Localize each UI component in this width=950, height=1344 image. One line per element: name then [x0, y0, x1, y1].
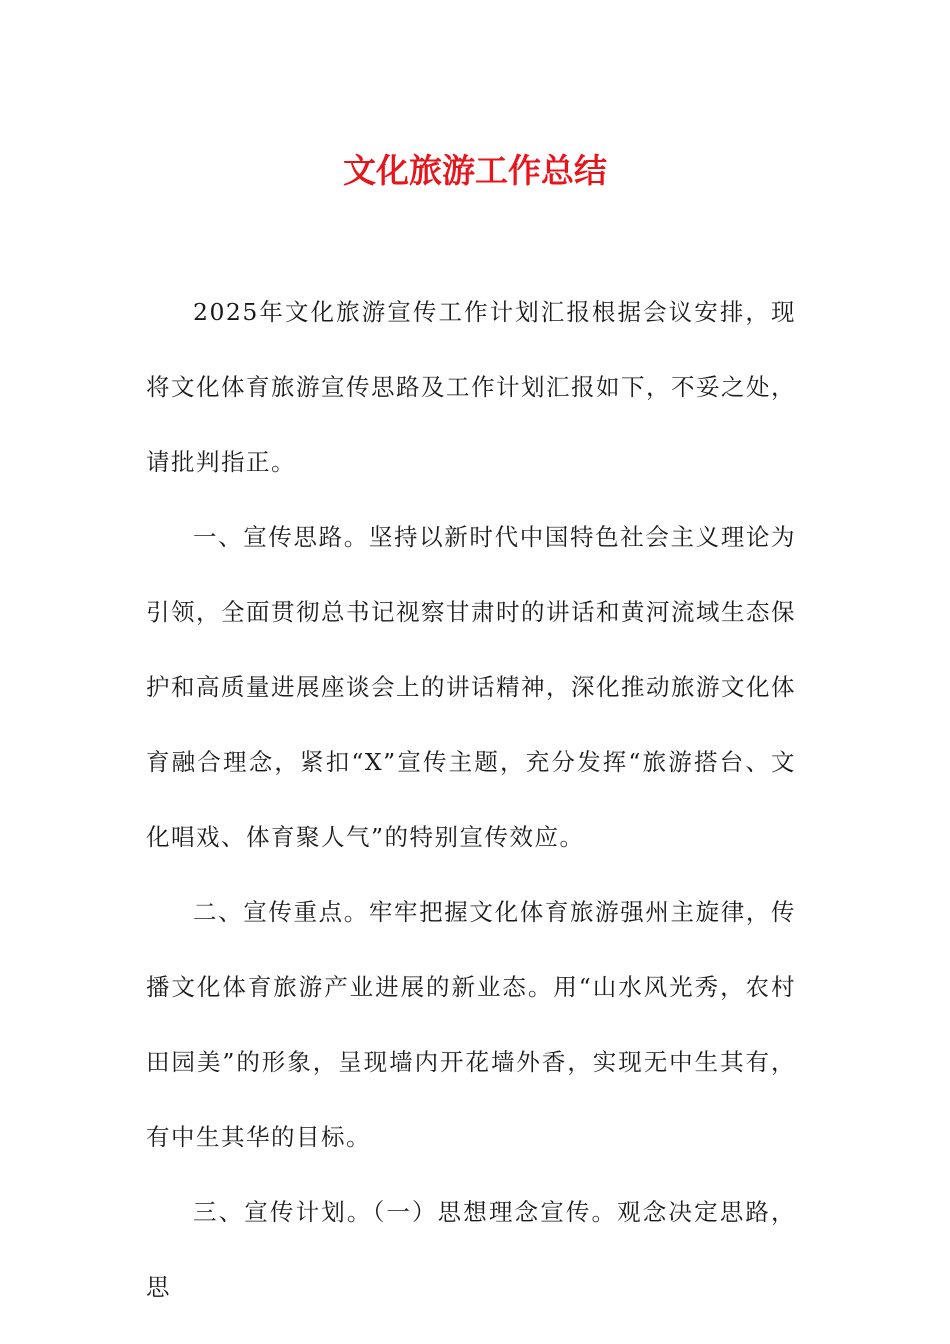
paragraph-publicity-plan: 三、宣传计划。（一）思想理念宣传。观念决定思路，思 [146, 1198, 796, 1301]
paragraph-publicity-focus: 二、宣传重点。牢牢把握文化体育旅游强州主旋律，传播文化体育旅游产业进展的新业态。用“山水风光秀，农村田园美”的形象，呈现墙内开花墙外香，实现无中生其有，有中生其华的目标。 [146, 898, 796, 1151]
document-title: 文化旅游工作总结 [343, 151, 607, 190]
document-body [146, 275, 796, 1325]
paragraph-intro: 2025年文化旅游宣传工作计划汇报根据会议安排，现将文化体育旅游宣传思路及工作计划汇报如下，不妥之处，请批判指正。 [146, 298, 796, 476]
paragraph-publicity-approach: 一、宣传思路。坚持以新时代中国特色社会主义理论为引领，全面贯彻总书记视察甘肃时的讲话和黄河流域生态保护和高质量进展座谈会上的讲话精神，深化推动旅游文化体育融合理念，紧扣“X”宣传主题，充分发挥“旅游搭台、文化唱戏、体育聚人气”的特别宣传效应。 [146, 523, 796, 851]
